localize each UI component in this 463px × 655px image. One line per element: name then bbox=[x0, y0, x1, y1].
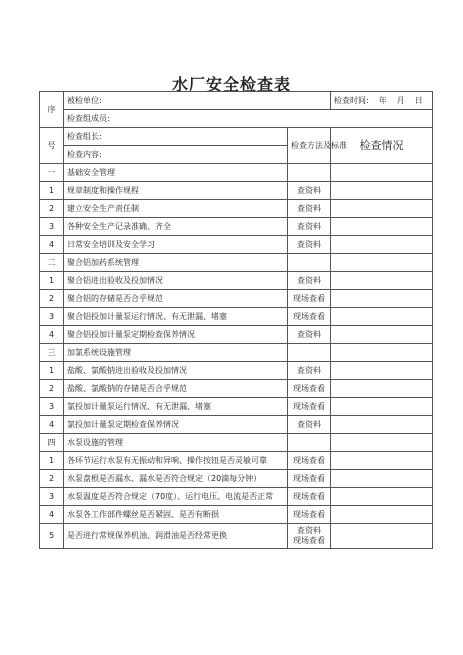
row-seq: 一 bbox=[40, 164, 64, 182]
row-seq: 4 bbox=[40, 416, 64, 434]
row-method: 查资料 bbox=[288, 416, 331, 434]
row-result bbox=[331, 182, 433, 200]
table-row bbox=[40, 272, 433, 290]
row-seq: 1 bbox=[40, 182, 64, 200]
row-method: 查资料 bbox=[288, 272, 331, 290]
row-content: 日常安全培训及安全学习 bbox=[64, 236, 288, 254]
date-year: 年 bbox=[378, 95, 387, 105]
row-content: 聚合铝进出验收及投加情况 bbox=[64, 272, 288, 290]
row-method: 查资料 bbox=[288, 236, 331, 254]
row-content: 基础安全管理 bbox=[64, 164, 288, 182]
row-seq: 四 bbox=[40, 434, 64, 452]
table-row bbox=[40, 506, 433, 524]
team-leader-label: 检查组长: bbox=[64, 128, 288, 146]
row-content: 聚合铝投加计量泵运行情况、有无泄漏、堵塞 bbox=[64, 308, 288, 326]
row-result bbox=[331, 272, 433, 290]
row-method: 现场查看 bbox=[288, 452, 331, 470]
row-seq: 4 bbox=[40, 326, 64, 344]
row-content: 加氯系统设施管理 bbox=[64, 344, 288, 362]
table-row bbox=[40, 434, 433, 452]
seq-header-bottom: 号 bbox=[40, 128, 64, 164]
table-row bbox=[40, 488, 433, 506]
row-result bbox=[331, 290, 433, 308]
table-row bbox=[40, 164, 433, 182]
row-seq: 4 bbox=[40, 236, 64, 254]
row-content: 各种安全生产记录准确、齐全 bbox=[64, 218, 288, 236]
row-seq: 3 bbox=[40, 488, 64, 506]
result-header: 检查情况 bbox=[331, 128, 433, 164]
row-result bbox=[331, 434, 433, 452]
row-result bbox=[331, 506, 433, 524]
row-content: 水泵各工作部件螺丝是否紧固、是否有断损 bbox=[64, 506, 288, 524]
method-header: 检查方法及标准 bbox=[288, 128, 331, 164]
row-method: 查资料 bbox=[288, 326, 331, 344]
row-result bbox=[331, 236, 433, 254]
row-seq: 二 bbox=[40, 254, 64, 272]
row-result bbox=[331, 326, 433, 344]
row-method: 查资料 bbox=[288, 362, 331, 380]
row-content: 规章制度和操作规程 bbox=[64, 182, 288, 200]
row-method: 现场查看 bbox=[288, 488, 331, 506]
table-row bbox=[40, 254, 433, 272]
table-row bbox=[40, 200, 433, 218]
row-method: 现场查看 bbox=[288, 398, 331, 416]
row-method: 现场查看 bbox=[288, 290, 331, 308]
row-method: 现场查看 bbox=[288, 470, 331, 488]
row-method: 现场查看 bbox=[288, 506, 331, 524]
row-content: 盐酸、氯酸钠进出验收及投加情况 bbox=[64, 362, 288, 380]
row-content: 各环节运行水泵有无振动和异响、操作按钮是否灵敏可靠 bbox=[64, 452, 288, 470]
row-seq: 三 bbox=[40, 344, 64, 362]
header-row-team bbox=[40, 110, 433, 128]
table-row bbox=[40, 182, 433, 200]
table-row bbox=[40, 416, 433, 434]
inspection-table bbox=[39, 91, 433, 549]
content-label: 检查内容: bbox=[64, 146, 288, 164]
table-row bbox=[40, 326, 433, 344]
row-result bbox=[331, 488, 433, 506]
row-seq: 2 bbox=[40, 290, 64, 308]
row-seq: 4 bbox=[40, 506, 64, 524]
row-content: 建立安全生产责任制 bbox=[64, 200, 288, 218]
row-seq: 3 bbox=[40, 308, 64, 326]
row-method bbox=[288, 344, 331, 362]
row-seq: 2 bbox=[40, 380, 64, 398]
row-seq: 1 bbox=[40, 452, 64, 470]
row-result bbox=[331, 344, 433, 362]
row-method: 查资料 bbox=[288, 218, 331, 236]
row-result bbox=[331, 416, 433, 434]
row-content: 水泵设施的管理 bbox=[64, 434, 288, 452]
row-method: 现场查看 bbox=[288, 380, 331, 398]
row-seq: 5 bbox=[40, 524, 64, 549]
row-content: 聚合铝加药系统管理 bbox=[64, 254, 288, 272]
table-row bbox=[40, 524, 433, 549]
row-result bbox=[331, 398, 433, 416]
row-method: 查资料 现场查看 bbox=[288, 524, 331, 549]
row-content: 水泵温度是否符合规定（70度）、运行电压、电流是否正常 bbox=[64, 488, 288, 506]
table-row bbox=[40, 344, 433, 362]
row-result bbox=[331, 380, 433, 398]
table-row bbox=[40, 470, 433, 488]
row-seq: 3 bbox=[40, 398, 64, 416]
row-method bbox=[288, 164, 331, 182]
table-row bbox=[40, 452, 433, 470]
row-result bbox=[331, 218, 433, 236]
row-result bbox=[331, 308, 433, 326]
table-row bbox=[40, 308, 433, 326]
date-label: 检查时间: bbox=[334, 95, 369, 105]
row-seq: 2 bbox=[40, 200, 64, 218]
row-result bbox=[331, 164, 433, 182]
date-month: 月 bbox=[396, 95, 405, 105]
row-method bbox=[288, 254, 331, 272]
row-content: 是否进行常规保养机油、润滑油是否经常更换 bbox=[64, 524, 288, 549]
row-result bbox=[331, 254, 433, 272]
page-title: 水厂安全检查表 bbox=[171, 75, 291, 94]
row-content: 聚合铝投加计量泵定期检查保养情况 bbox=[64, 326, 288, 344]
seq-header-top: 序 bbox=[40, 92, 64, 128]
table-row bbox=[40, 218, 433, 236]
header-row-leader bbox=[40, 128, 433, 146]
table-row bbox=[40, 236, 433, 254]
row-seq: 2 bbox=[40, 470, 64, 488]
row-content: 聚合铝的存储是否合乎规范 bbox=[64, 290, 288, 308]
row-content: 氯投加计量泵运行情况、有无泄漏、堵塞 bbox=[64, 398, 288, 416]
row-seq: 3 bbox=[40, 218, 64, 236]
row-result bbox=[331, 200, 433, 218]
inspection-date bbox=[331, 92, 433, 110]
header-row-unit bbox=[40, 92, 433, 110]
row-content: 水泵盘根是否漏水、漏水是否符合规定（20滴每分钟） bbox=[64, 470, 288, 488]
table-row bbox=[40, 380, 433, 398]
table-row bbox=[40, 290, 433, 308]
row-result bbox=[331, 362, 433, 380]
row-method: 查资料 bbox=[288, 200, 331, 218]
table-row bbox=[40, 398, 433, 416]
row-method: 现场查看 bbox=[288, 308, 331, 326]
date-day: 日 bbox=[414, 95, 423, 105]
row-content: 氯投加计量泵定期检查保养情况 bbox=[64, 416, 288, 434]
row-result bbox=[331, 452, 433, 470]
row-seq: 1 bbox=[40, 362, 64, 380]
row-method bbox=[288, 434, 331, 452]
table-row bbox=[40, 362, 433, 380]
row-seq: 1 bbox=[40, 272, 64, 290]
row-result bbox=[331, 524, 433, 549]
row-content: 盐酸、氯酸钠的存储是否合乎规范 bbox=[64, 380, 288, 398]
row-result bbox=[331, 470, 433, 488]
row-method: 查资料 bbox=[288, 182, 331, 200]
inspected-unit-label: 被检单位: bbox=[64, 92, 331, 110]
team-members-label: 检查组成员: bbox=[64, 110, 433, 128]
